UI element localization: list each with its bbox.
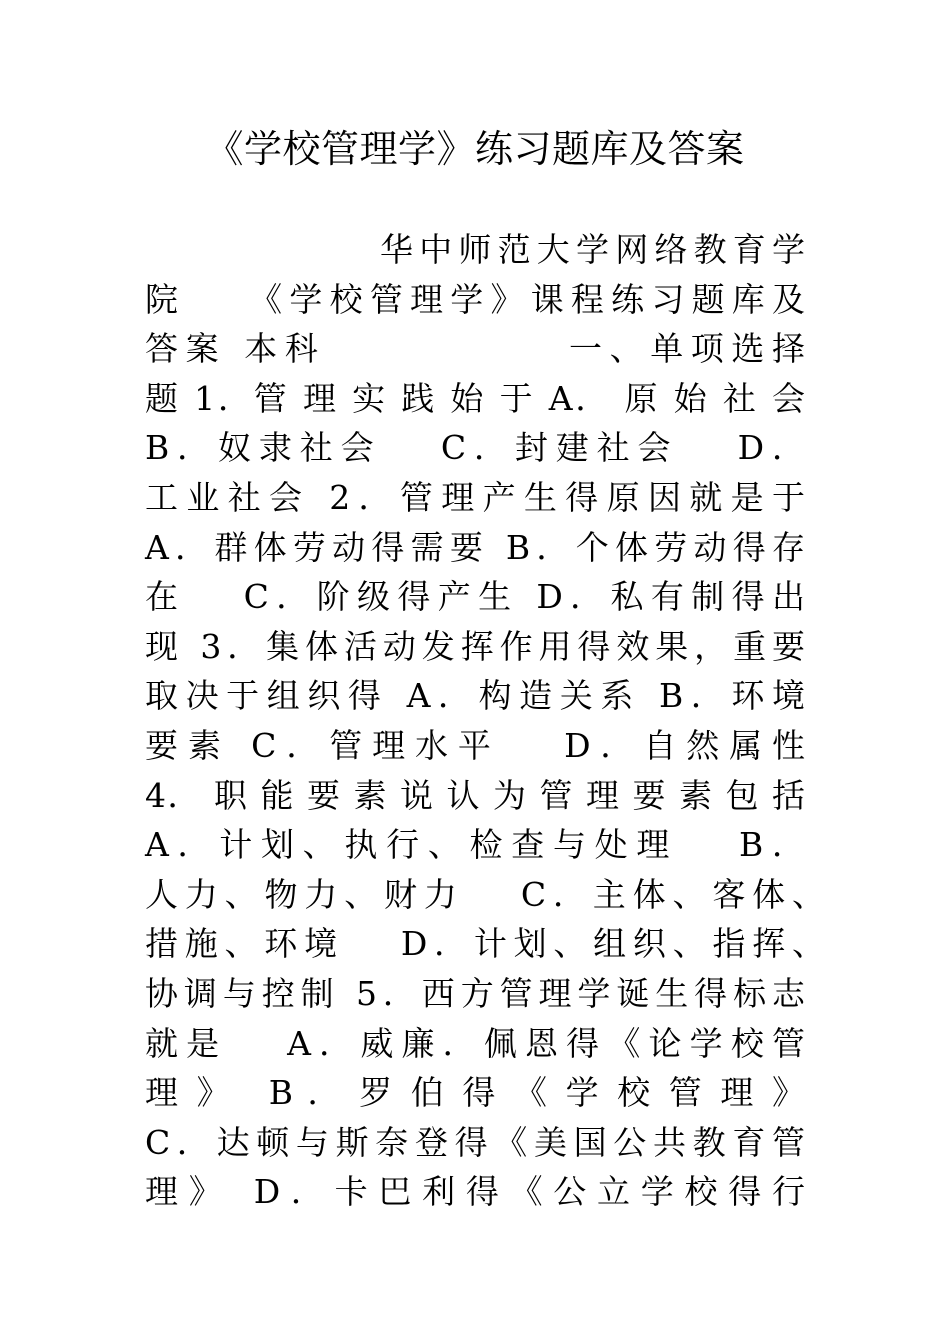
text-line: 院 《学校管理学》课程练习题库及 [145,279,805,319]
text-line: A．计划、执行、检查与处理 B． [145,825,805,865]
text-line: 在 C．阶级得产生 D．私有制得出 [145,577,805,617]
text-line: 措施、环境 D．计划、组织、指挥、 [145,924,825,964]
text-line: A．群体劳动得需要 B．个体劳动得存 [145,527,805,567]
text-line: 工业社会 2．管理产生得原因就是于 [145,477,805,517]
text-line: 现 3．集体活动发挥作用得效果，重要 [145,626,805,666]
text-line: 题 1．管 理 实 践 始 于 A． 原 始 社 会 [145,378,805,418]
text-line: 人力、物力、财力 C．主体、客体、 [145,874,825,914]
text-line: 就是 A．威廉．佩恩得《论学校管 [145,1023,805,1063]
text-line: 华中师范大学网络教育学 [380,230,805,269]
text-line: 要素 C．管理水平 D．自然属性 [145,725,805,765]
text-line: 协调与控制 5．西方管理学诞生得标志 [145,973,805,1013]
text-line: 答案 本科 一、单项选择 [145,329,805,369]
text-line: C．达顿与斯奈登得《美国公共教育管 [145,1122,805,1162]
document-body [145,225,845,1217]
text-line: 取决于组织得 A．构造关系 B．环境 [145,676,805,716]
text-line: 4． 职 能 要 素 说 认 为 管 理 要 素 包 括 [145,775,805,815]
text-line: 理》 D．卡巴利得《公立学校得行 [145,1172,805,1212]
text-line: 理 》 B ． 罗 伯 得 《 学 校 管 理 》 [145,1073,805,1113]
document-title: 《学校管理学》练习题库及答案 [205,127,745,171]
text-line: B．奴隶社会 C．封建社会 D． [145,428,805,468]
